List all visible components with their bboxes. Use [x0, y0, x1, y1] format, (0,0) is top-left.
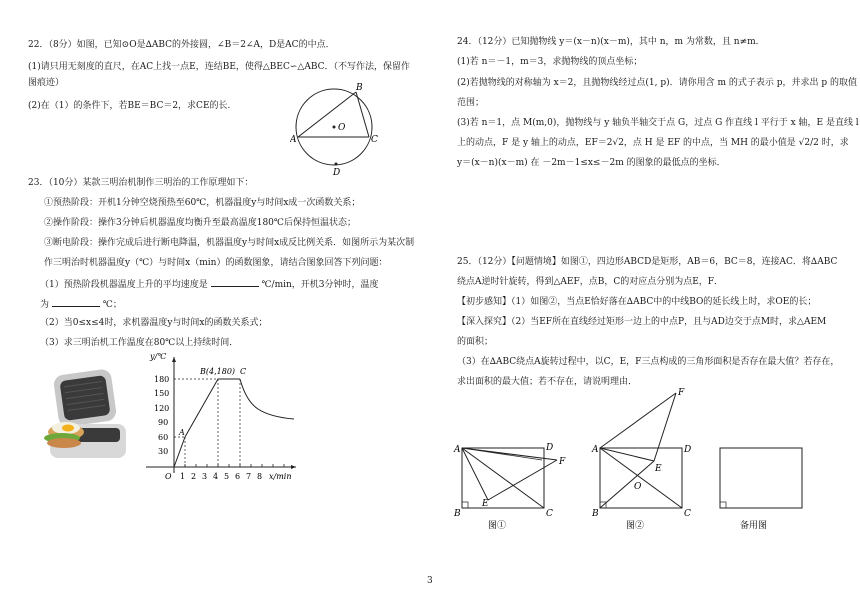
- fig1-label-f: F: [559, 457, 566, 467]
- q23-part1-line1: [40, 277, 379, 291]
- q23-part1b-post: ℃；: [102, 300, 122, 310]
- fig1-label-c: C: [546, 509, 553, 519]
- q23-part1-post: ℃/min，开机3分钟时，温度: [261, 280, 379, 290]
- x-tick-4: 4: [213, 472, 219, 481]
- q23-title: 23．（10分）某款三明治机制作三明治的工作原理如下：: [28, 178, 254, 188]
- fig1-label-a: A: [454, 445, 461, 455]
- fig1-caption: 图①: [488, 521, 507, 531]
- segment-bc: [356, 92, 369, 137]
- fig2-label-e: E: [655, 464, 662, 474]
- origin-label: O: [165, 472, 172, 481]
- label-o: O: [338, 123, 346, 133]
- q25-text2: 绕点A逆时针旋转，得到△AEF，点B，C的对应点分别为点E，F．: [457, 277, 724, 287]
- q25-text5: 的面积；: [457, 337, 494, 347]
- q23-part3: （3）求三明治机工作温度在80℃以上持续时间．: [40, 338, 239, 348]
- x-tick-7: 7: [246, 472, 252, 481]
- x-axis-label: x/min: [269, 472, 292, 481]
- label-d: D: [333, 168, 341, 176]
- label-c: C: [371, 135, 378, 145]
- q25-figure-1: [452, 436, 582, 532]
- center-point: [333, 126, 336, 129]
- q22-part1-line2: 图痕迹）: [28, 78, 65, 88]
- label-a: A: [290, 135, 297, 145]
- q23-stage1: ①预热阶段：开机1分钟空烧预热至60℃，机器温度y与时间x成一次函数关系；: [44, 198, 361, 208]
- q25-figure-spare: [708, 436, 808, 532]
- q23-stage2: ②操作阶段：操作3分钟后机器温度均衡升至最高温度180℃后保持恒温状态；: [44, 218, 356, 228]
- q24-part2-line2: 范围；: [457, 98, 485, 108]
- y-tick-150: 150: [154, 389, 170, 398]
- point-a-label: A: [179, 428, 185, 437]
- q23-stage3-line1: ③断电阶段：操作完成后进行断电降温，机器温度y与时间x成反比例关系．如图所示为某次制: [44, 238, 415, 248]
- page-number: 3: [427, 576, 433, 586]
- fig1-label-d: D: [546, 443, 554, 453]
- q24-part3-line3: y＝(x－n)(x－m) 在 －2m－1≤x≤－2m 的图象的最低点的坐标．: [457, 158, 726, 168]
- y-axis-label: y/℃: [150, 352, 167, 361]
- answer-blank-temp[interactable]: [52, 297, 100, 307]
- fig2-label-d: D: [684, 445, 692, 455]
- x-tick-2: 2: [191, 472, 197, 481]
- fig1-label-b: B: [454, 509, 461, 519]
- point-b-label: B(4,180): [200, 367, 236, 376]
- q24-part1: (1)若 n＝－1，m＝3，求抛物线的顶点坐标；: [457, 57, 643, 67]
- q25-text6: （3）在∆ABC绕点A旋转过程中，以C，E，F三点构成的三角形面积是否存在最大值？若存在，: [457, 357, 840, 367]
- segment-ab: [298, 92, 356, 137]
- q25-title: 25．（12分）【问题情境】如图①，四边形ABCD是矩形，AB＝6，BC＝8，连接AC．将∆ABC: [457, 257, 838, 267]
- q25-figure-2: [590, 385, 700, 532]
- fig2-label-o: O: [634, 482, 642, 492]
- point-c-label: C: [240, 367, 247, 376]
- fig3-caption: 备用图: [740, 521, 768, 531]
- q24-part3-line1: (3)若 n＝1，点 M(m,0)，抛物线与 y 轴负半轴交于点 G，过点 G 作直线 l 平行于 x 轴，E 是直线 l: [457, 118, 859, 128]
- point-d: [335, 163, 338, 166]
- x-tick-3: 3: [202, 472, 208, 481]
- q23-temperature-graph: [134, 349, 304, 484]
- fig2-label-c: C: [684, 509, 691, 519]
- y-tick-120: 120: [154, 404, 170, 413]
- q25-text7: 求出面积的最大值；若不存在，请说明理由．: [457, 377, 638, 387]
- temperature-curve-inverse: [240, 379, 294, 419]
- x-tick-1: 1: [180, 472, 186, 481]
- fig2-caption: 图②: [626, 521, 645, 531]
- q25-text3: 【初步感知】（1）如图②，当点E恰好落在∆ABC中的中线BO的延长线上时，求OE的长；: [457, 297, 817, 307]
- q24-part3-line2: 上的动点，F 是 y 轴上的动点，EF＝2√2，点 H 是 EF 的中点，当 MH 的最小值是 √2/2 时，求: [457, 138, 849, 148]
- y-tick-60: 60: [158, 433, 169, 442]
- y-tick-180: 180: [154, 375, 170, 384]
- y-tick-90: 90: [158, 418, 169, 427]
- q23-part2: （2）当0≤x≤4时，求机器温度y与时间x的函数关系式；: [40, 318, 268, 328]
- x-tick-6: 6: [235, 472, 241, 481]
- temperature-curve-linear: [174, 379, 240, 467]
- q22-part1-line1: (1)请只用无刻度的直尺，在AC上找一点E，连结BE，使得△BEC∽△ABC．（不写作法，保留作: [28, 62, 411, 72]
- fig2-label-b: B: [592, 509, 599, 519]
- x-tick-8: 8: [257, 472, 263, 481]
- rectangle-spare: [720, 448, 802, 508]
- q23-part1b-pre: 为: [40, 300, 50, 310]
- q22-circle-figure: [290, 80, 390, 176]
- q23-part1-line2: [40, 297, 122, 311]
- q24-title: 24．（12分）已知抛物线 y＝(x－n)(x－m)，其中 n，m 为常数，且 n≠m．: [457, 37, 765, 47]
- label-b: B: [356, 83, 363, 93]
- q23-stage3-line2: 作三明治时机器温度y（℃）与时间x（min）的函数图象，请结合图象回答下列问题：: [44, 258, 388, 268]
- q24-part2-line1: (2)若抛物线的对称轴为 x＝2，且抛物线经过点(1, p)．请你用含 m 的式子表示 p，并求出 p 的取值: [457, 78, 858, 88]
- fig1-label-e: E: [482, 499, 489, 509]
- q23-part1-pre: （1）预热阶段机器温度上升的平均速度是: [40, 280, 208, 290]
- x-tick-5: 5: [224, 472, 230, 481]
- q25-text4: 【深入探究】（2）当EF所在直线经过矩形一边上的中点P，且与AD边交于点M时，求△AEM: [457, 317, 827, 327]
- fig2-label-a: A: [592, 445, 599, 455]
- fig2-label-f: F: [678, 388, 685, 398]
- y-tick-30: 30: [158, 447, 169, 456]
- q22-part2: (2)在（1）的条件下，若BE＝BC＝2，求CE的长.: [28, 101, 231, 111]
- q22-title: 22．（8分）如图，已知⊙O是∆ABC的外接圆，∠B＝2∠A，D是AC的中点．: [28, 40, 335, 50]
- answer-blank-speed[interactable]: [211, 277, 259, 287]
- sandwich-machine-image: [42, 368, 134, 468]
